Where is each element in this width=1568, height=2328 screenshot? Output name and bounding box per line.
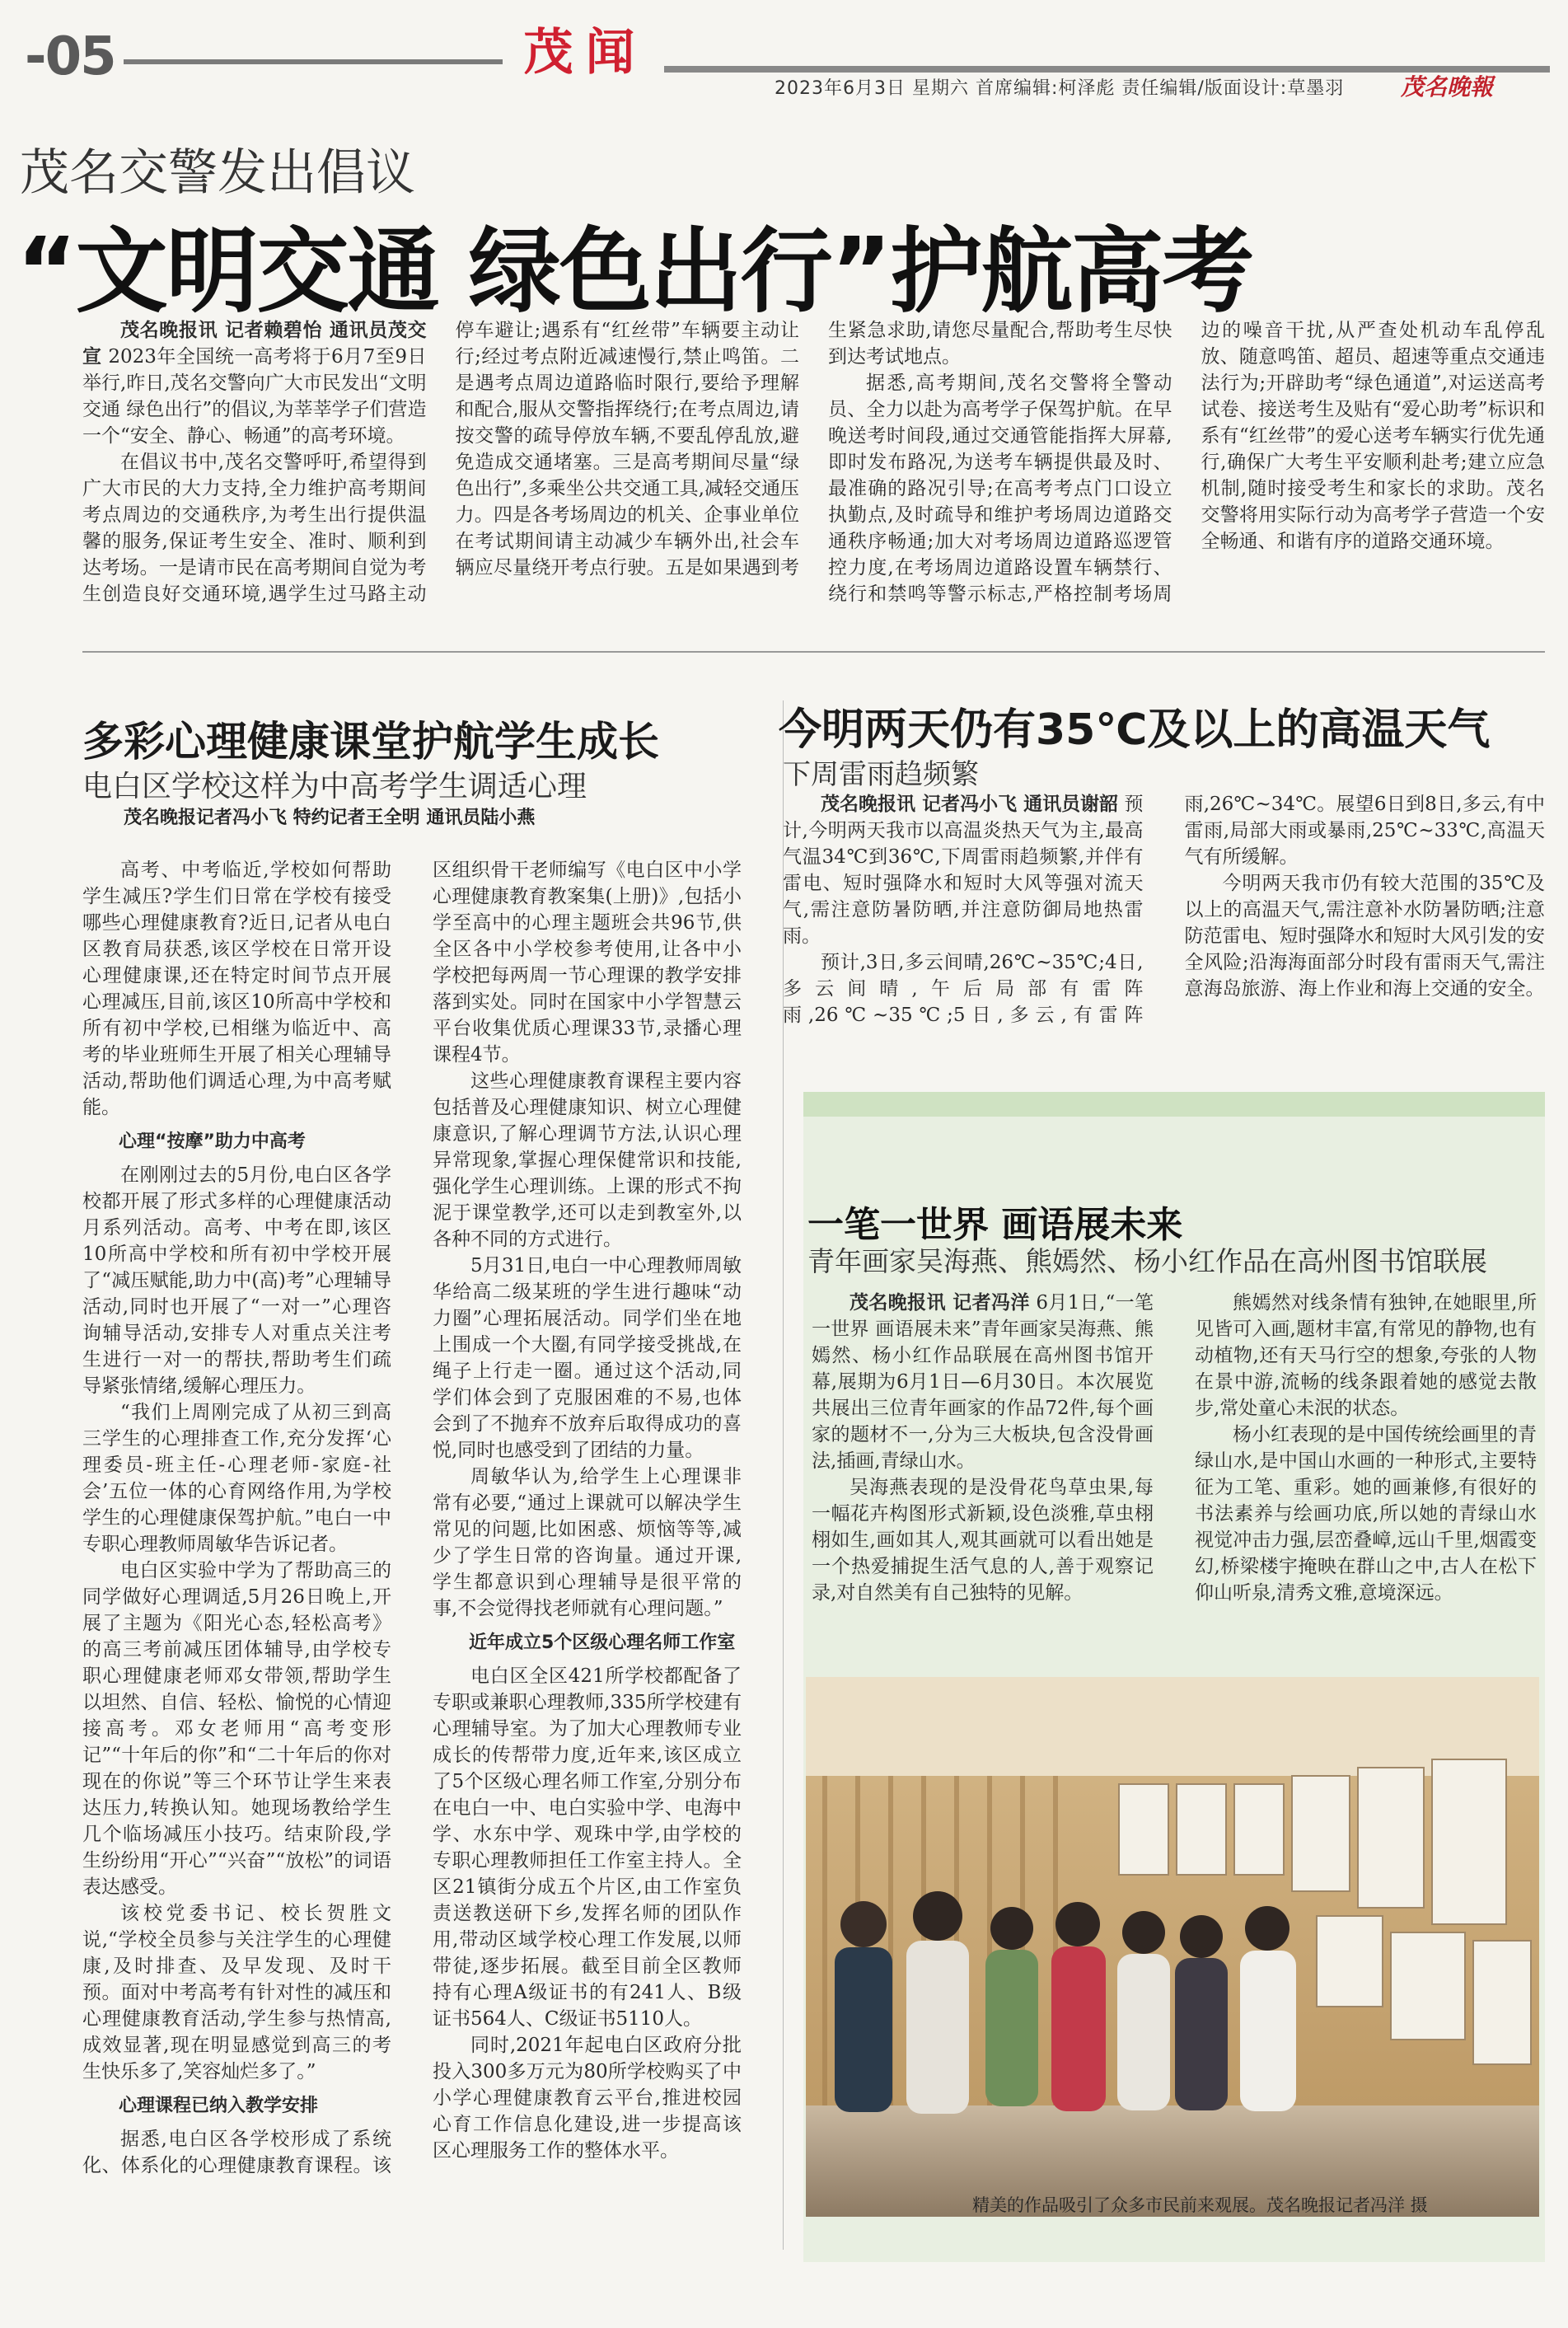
- art-paragraph-4: 杨小红表现的是中国传统绘画里的青绿山水,是中国山水画的一种形式,主要特征为工笔、重彩。她的画兼修,有很好的书法素养与绘画功底,所以她的青绿山水视觉冲击力强,层峦叠嶂,远山千里,烟霞变幻,桥梁楼宇掩映在群山之中,古人在松下仰山听泉,清秀文雅,意境深远。: [1195, 1424, 1537, 1604]
- weather-byline: 茂名晚报讯 记者冯小飞 通讯员谢韶: [821, 794, 1119, 815]
- weather-body: [783, 791, 1545, 1038]
- main-paragraph-1: 2023年全国统一高考将于6月7至9日举行,昨日,茂名交警向广大市民发出“文明交通 绿色出行”的倡议,为莘莘学子们营造一个“安全、静心、畅通”的高考环境。: [82, 346, 427, 447]
- art-paragraph-1: 6月1日,“一笔一世界 画语展未来”青年画家吴海燕、熊嫣然、杨小红作品联展在高州图书馆开幕,展期为6月1日—6月30日。本次展览共展出三位青年画家的作品72件,每个画家的题材不一,分为三大板块,包含没骨画法,插画,青绿山水。: [812, 1292, 1154, 1472]
- main-kicker: 茂名交警发出倡议: [20, 144, 415, 202]
- psy-paragraph-5: 据悉,电白区各学校形成了系统化、体系化的心理健康教育课程。该区组织骨干老师编写《电白区中小学心理健康教育教案集(上册)》,包括小学至高中的心理主题班会共96节,供全区各中小学校参考使用,让各中小学校把每两周一节心理课的教学安排落到实处。同时在国家中小学智慧云平台收集优质心理课33节,录播心理课程4节。: [82, 860, 742, 2176]
- psy-intro: 高考、中考临近,学校如何帮助学生减压?学生们日常在学校有接受哪些心理健康教育?近日,记者从电白区教育局获悉,该区学校在日常开设心理健康课,还在特定时间节点开展心理减压,目前,该区10所高中学校和所有初中学校,已相继为临近中、高考的毕业班师生开展了相关心理辅导活动,帮助他们调适心理,为中高考赋能。: [82, 860, 391, 1118]
- psy-title: 多彩心理健康课堂护航学生成长: [82, 718, 659, 766]
- psy-byline: 茂名晚报记者冯小飞 特约记者王全明 通讯员陆小燕: [124, 808, 536, 828]
- art-columns: [812, 1290, 1537, 1652]
- main-paragraph-3: 据悉,高考期间,茂名交警将全警动员、全力以赴为高考学子保驾护航。在早晚送考时间段,通过交通管能指挥大屏幕,即时发布路况,为送考车辆提供最及时、最准确的路况引导;在高考考点门口设立执勤点,及时疏导和维护考场周边道路交通秩序畅通;加大对考场周边道路巡逻管控力度,在考场周边道路设置车辆禁行、绕行和禁鸣等警示标志,严格控制考场周边的噪音干扰,从严查处机动车乱停乱放、随意鸣笛、超员、超速等重点交通违法行为;开辟助考“绿色通道”,对运送高考试卷、接送考生及贴有“爱心助考”标识和系有“红丝带”的爱心送考车辆实行优先通行,确保广大考生平安顺利赴考;建立应急机制,随时接受考生和家长的求助。茂名交警将用实际行动为高考学子营造一个安全畅通、和谐有序的道路交通环境。: [828, 320, 1545, 605]
- psy-subtitle: 电白区学校这样为中高考学生调适心理: [82, 770, 587, 803]
- main-headline: “文明交通 绿色出行”护航高考: [16, 218, 1253, 326]
- art-body: [812, 1290, 1537, 1652]
- weather-columns: [783, 791, 1545, 1038]
- paper-logo: 茂名晚報: [1401, 73, 1494, 101]
- psy-subhead-2: 心理课程已纳入教学安排: [119, 2096, 319, 2116]
- psy-paragraph-9: 电白区全区421所学校都配备了专职或兼职心理教师,335所学校建有心理辅导室。为了加大心理教师专业成长的传帮带力度,近年来,该区成立了5个区级心理名师工作室,分别分布在电白一中、电白实验中学、电海中学、水东中学、观珠中学,由学校的专职心理教师担任工作室主持人。全区21镇街分成五个片区,由工作室负责送教送研下乡,发挥名师的团队作用,带动区域学校心理工作发展,以师带徒,逐步拓展。截至目前全区教师持有心理A级证书的有241人、B级证书564人、C级证书5110人。: [433, 1665, 742, 2030]
- art-byline: 茂名晚报讯 记者冯洋: [850, 1292, 1030, 1314]
- weather-title: 今明两天仍有35℃及以上的高温天气: [779, 705, 1491, 755]
- header-rule-left: [124, 59, 503, 64]
- weather-paragraph-3: 今明两天我市仍有较大范围的35℃及以上的高温天气,需注意补水防暑防晒;注意防范雷电、短时强降水和短时大风引发的安全风险;沿海海面部分时段有雷雨天气,需注意海岛旅游、海上作业和海上交通的安全。: [1184, 873, 1545, 1000]
- header-meta: 2023年6月3日 星期六 首席编辑:柯泽彪 责任编辑/版面设计:草墨羽: [775, 78, 1345, 99]
- section-brand-char-2: 闻: [585, 24, 635, 82]
- psy-paragraph-8: 周敏华认为,给学生上心理课非常有必要,“通过上课就可以解决学生常见的问题,比如困惑、烦恼等等,减少了学生日常的咨询量。通过开课,学生都意识到心理辅导是很平常的事,不会觉得找老师就有心理问题。”: [433, 1466, 742, 1619]
- psy-paragraph-1: 在刚刚过去的5月份,电白区各学校都开展了形式多样的心理健康活动月系列活动。高考、中考在即,该区10所高中学校和所有初中学校开展了“减压赋能,助力中(高)考”心理辅导活动,同时也开展了“一对一”心理咨询辅导活动,安排专人对重点关注考生进行一对一的帮扶,帮助考生们疏导紧张情绪,缓解心理压力。: [82, 1164, 391, 1397]
- psy-body: [82, 857, 742, 2250]
- psy-paragraph-6: 这些心理健康教育课程主要内容包括普及心理健康知识、树立心理健康意识,了解心理调节方法,认识心理异常现象,掌握心理保健常识和技能,强化学生心理训练。上课的形式不拘泥于课堂教学,还可以走到教室外,以各种不同的方式进行。: [433, 1070, 742, 1250]
- art-paragraph-3: 熊嫣然对线条情有独钟,在她眼里,所见皆可入画,题材丰富,有常见的静物,也有动植物,还有天马行空的想象,夸张的人物在景中游,流畅的线条跟着她的感觉去散步,常处童心未泯的状态。: [1195, 1292, 1537, 1419]
- main-story-columns: [82, 317, 1545, 632]
- psy-subhead-3: 近年成立5个区级心理名师工作室: [469, 1632, 736, 1653]
- weather-paragraph-2: 预计,3日,多云间晴,26℃~35℃;4日,多云间晴,午后局部有雷阵雨,26℃~35℃;5日,多云,有雷阵雨,26℃~34℃。展望6日到8日,多云,有中雷雨,局部大雨或暴雨,25℃~33℃,高温天气有所缓解。: [783, 794, 1545, 1026]
- section-brand-char-1: 茂: [523, 24, 573, 82]
- psy-paragraph-10: 同时,2021年起电白区政府分批投入300多万元为80所学校购买了中小学心理健康教育云平台,推进校园心育工作信息化建设,进一步提高该区心理服务工作的整体水平。: [433, 2035, 742, 2162]
- art-box-top-bar: [803, 1092, 1545, 1117]
- psy-paragraph-3: 电白区实验中学为了帮助高三的同学做好心理调适,5月26日晚上,开展了主题为《阳光心态,轻松高考》的高三考前减压团体辅导,由学校专职心理健康老师邓女带领,帮助学生以坦然、自信、轻松、愉悦的心情迎接高考。邓女老师用“高考变形记”“十年后的你”和“二十年后的你对现在的你说”等三个环节让学生来表达压力,转换认知。她现场教给学生几个临场减压小技巧。结束阶段,学生纷纷用“开心”“兴奋”“放松”的词语表达感受。: [82, 1560, 391, 1898]
- weather-subtitle: 下周雷雨趋频繁: [783, 758, 979, 791]
- section-brand: [517, 21, 653, 84]
- exhibition-photo: [806, 1677, 1539, 2217]
- psy-paragraph-7: 5月31日,电白一中心理教师周敏华给高二级某班的学生进行趣味“动力圈”心理拓展活动。同学们坐在地上围成一个大圈,有同学接受挑战,在绳子上行走一圈。通过这个活动,同学们体会到了克服困难的不易,也体会到了不抛弃不放弃后取得成功的喜悦,同时也感受到了团结的力量。: [433, 1255, 742, 1461]
- photo-caption: 精美的作品吸引了众多市民前来观展。茂名晚报记者冯洋 摄: [972, 2195, 1428, 2215]
- psy-paragraph-4: 该校党委书记、校长贺胜文说,“学校全员参与关注学生的心理健康,及时排查、及早发现、及时干预。面对中考高考有针对性的减压和心理健康教育活动,学生参与热情高,成效显著,现在明显感觉到高三的考生快乐多了,笑容灿烂多了。”: [82, 1903, 391, 2082]
- art-paragraph-2: 吴海燕表现的是没骨花鸟草虫果,每一幅花卉构图形式新颖,设色淡雅,草虫栩栩如生,画如其人,观其画就可以看出她是一个热爱捕捉生活气息的人,善于观察记录,对自然美有自己独特的见解。: [812, 1477, 1154, 1604]
- main-byline: 茂名晚报讯 记者赖碧怡 通讯员茂交宣: [82, 320, 427, 368]
- page-number: -05: [25, 26, 115, 87]
- psy-subhead-1: 心理“按摩”助力中高考: [119, 1131, 306, 1152]
- main-paragraph-2: 在倡议书中,茂名交警呼吁,希望得到广大市民的大力支持,全力维护高考期间考点周边的交通秩序,为考生出行提供温馨的服务,保证考生安全、准时、顺利到达考场。一是请市民在高考期间自觉为考生创造良好交通环境,遇学生过马路主动停车避让;遇系有“红丝带”车辆要主动让行;经过考点附近减速慢行,禁止鸣笛。二是遇考点周边道路临时限行,要给予理解和配合,服从交警指挥绕行;在考点周边,请按交警的疏导停放车辆,不要乱停乱放,避免造成交通堵塞。三是高考期间尽量“绿色出行”,多乘坐公共交通工具,减轻交通压力。四是各考场周边的机关、企事业单位在考试期间请主动减少车辆外出,社会车辆应尽量绕开考点行驶。五是如果遇到考生紧急求助,请您尽量配合,帮助考生尽快到达考试地点。: [82, 320, 1172, 605]
- art-subtitle: 青年画家吴海燕、熊嫣然、杨小红作品在高州图书馆联展: [807, 1245, 1487, 1277]
- psy-paragraph-2: “我们上周刚完成了从初三到高三学生的心理排查工作,充分发挥‘心理委员-班主任-心理老师-家庭-社会’五位一体的心育网络作用,为学校学生的心理健康保驾护航。”电白一中专职心理教师周敏华告诉记者。: [82, 1402, 391, 1555]
- section-divider: [82, 651, 1545, 653]
- weather-paragraph-1: 预计,今明两天我市以高温炎热天气为主,最高气温34℃到36℃,下周雷雨趋频繁,并伴有雷电、短时强降水和短时大风等强对流天气,需注意防暑防晒,并注意防御局地热雷雨。: [783, 794, 1144, 947]
- main-story-body: [82, 317, 1545, 632]
- photo-ceiling: [806, 1677, 1539, 1776]
- psy-columns: [82, 857, 742, 2250]
- art-title: 一笔一世界 画语展未来: [807, 1204, 1183, 1246]
